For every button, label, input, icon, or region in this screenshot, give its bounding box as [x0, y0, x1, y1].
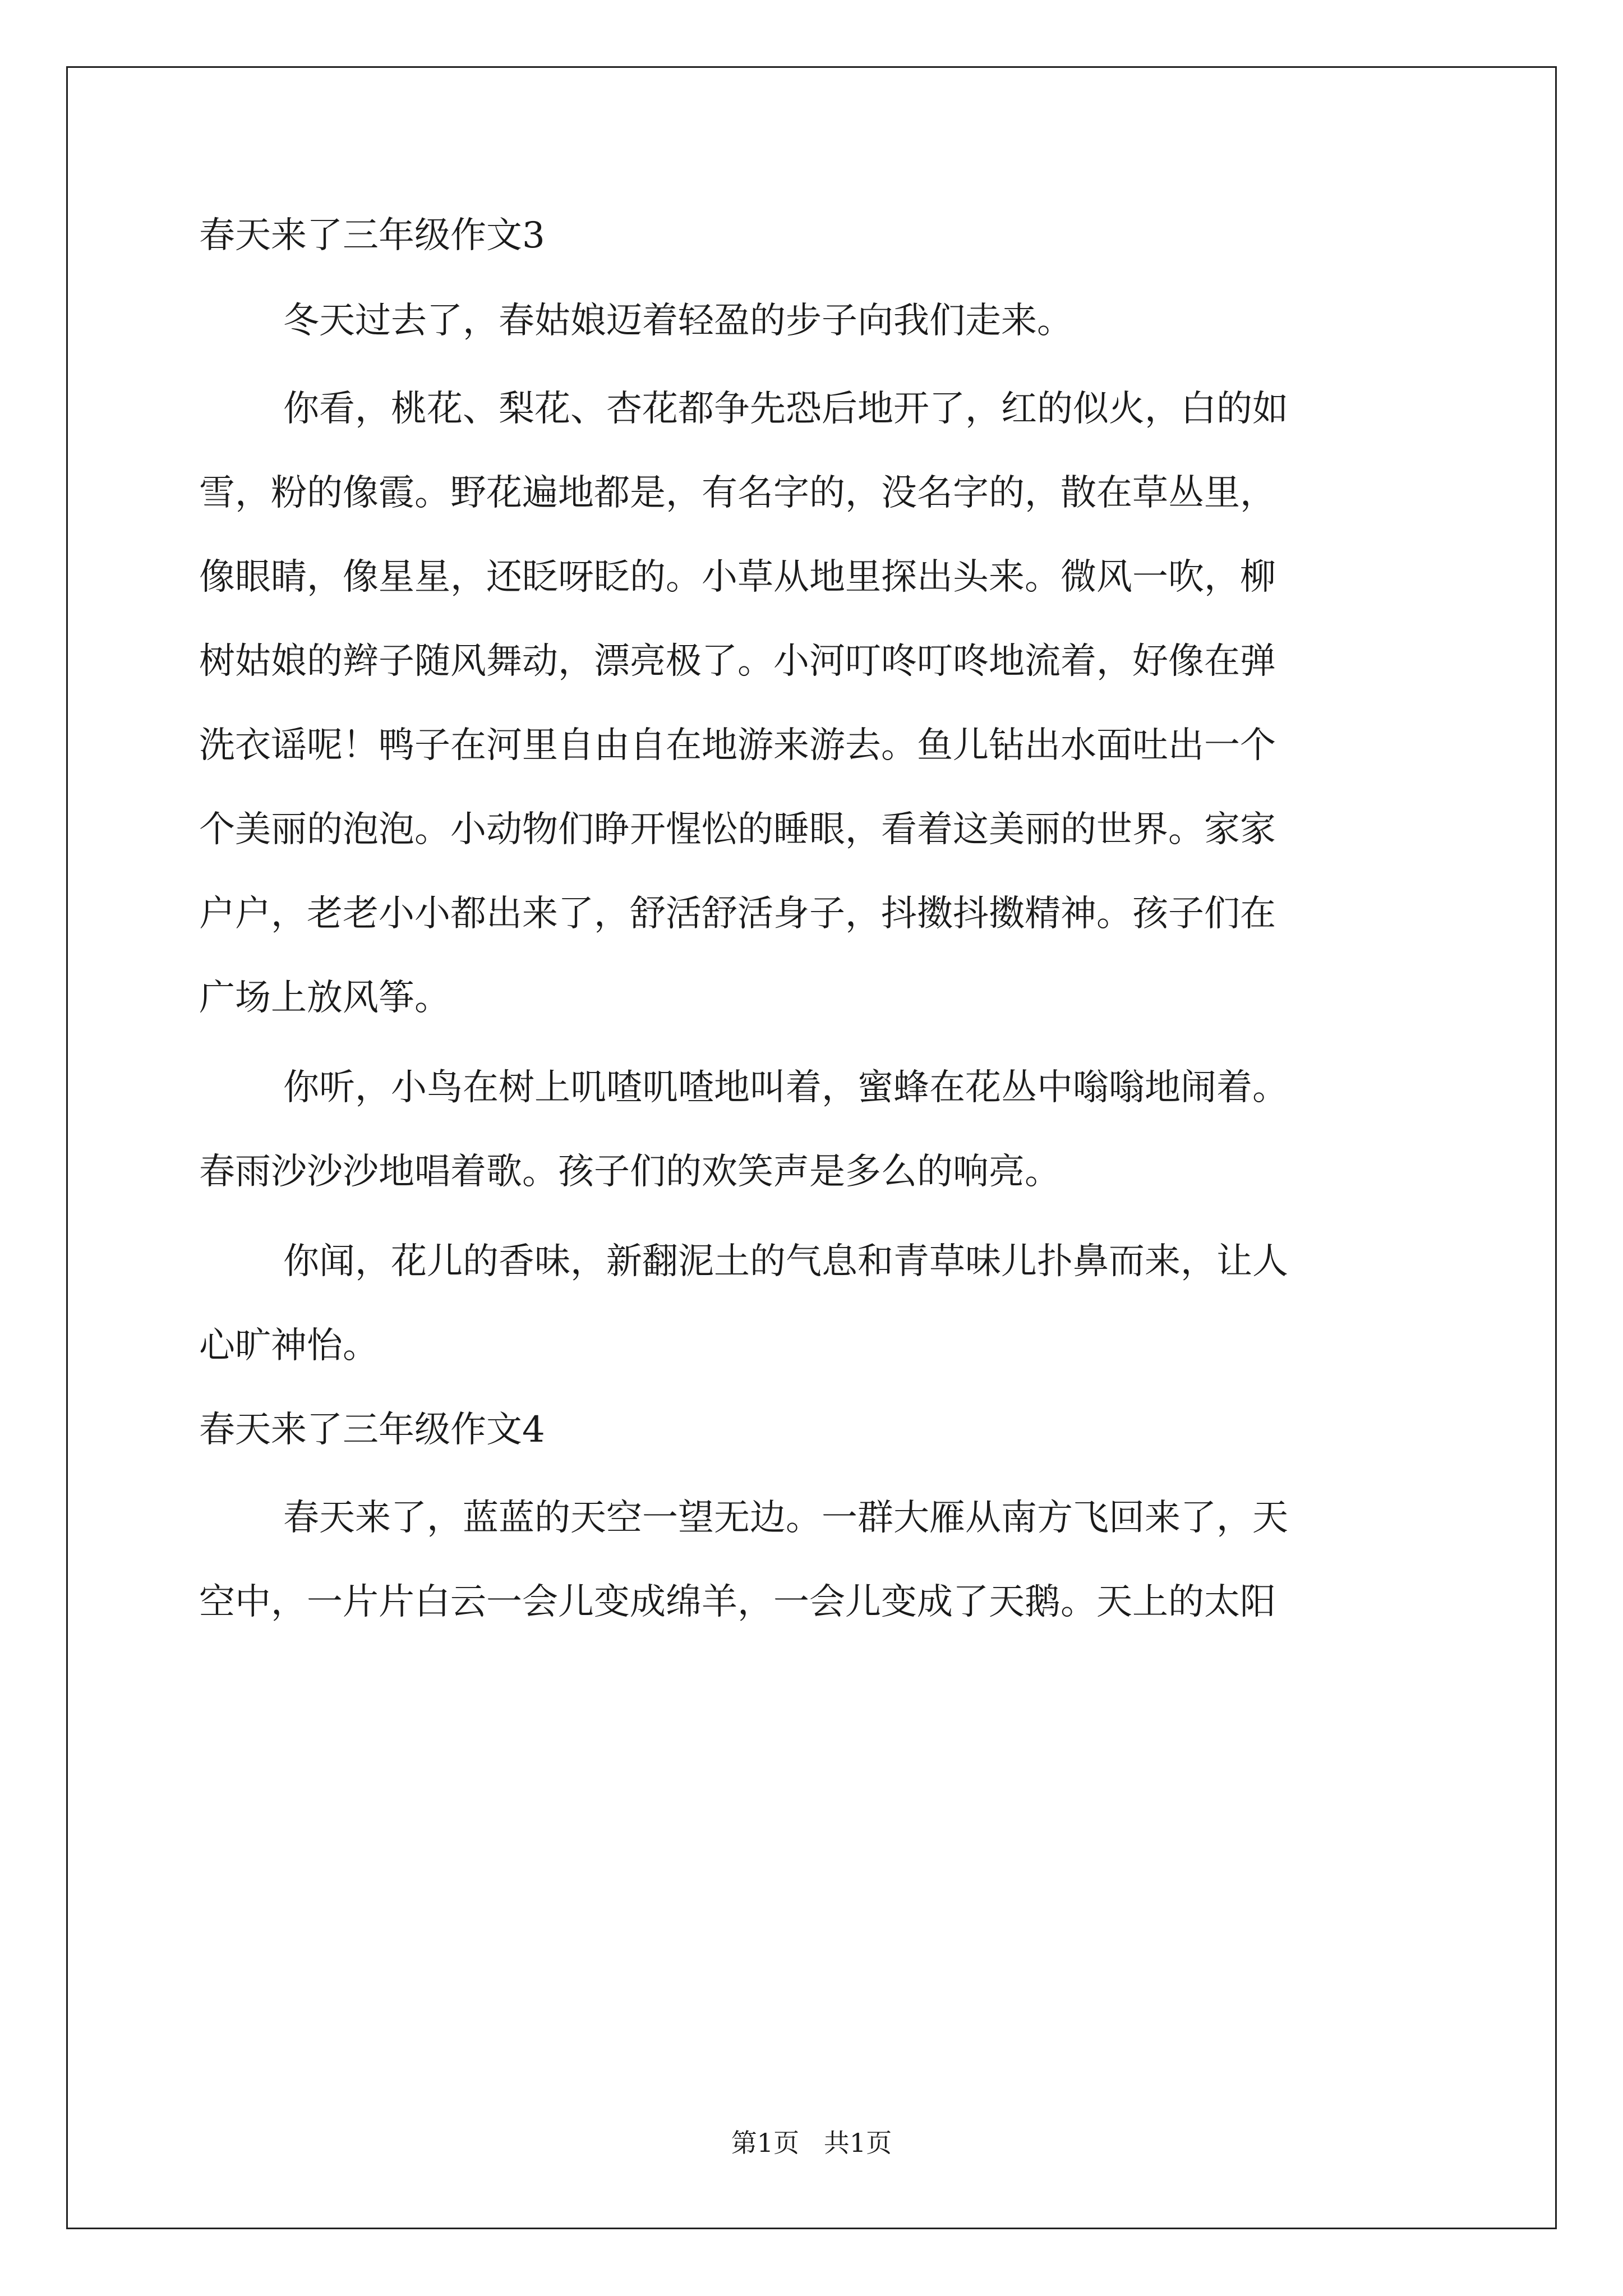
paragraph-line: 春天来了，蓝蓝的天空一望无边。一群大雁从南方飞回来了，天	[283, 1497, 1288, 1539]
paragraph-line: 心旷神怡。	[199, 1325, 379, 1366]
paragraph-line: 洗衣谣呢！鸭子在河里自由自在地游来游去。鱼儿钻出水面吐出一个	[199, 725, 1276, 766]
essay-title-4: 春天来了三年级作文4	[199, 1409, 545, 1451]
paragraph-line: 户户，老老小小都出来了，舒活舒活身子，抖擞抖擞精神。孩子们在	[199, 893, 1276, 935]
paragraph-line: 你闻，花儿的香味，新翻泥土的气息和青草味儿扑鼻而来，让人	[283, 1241, 1288, 1282]
paragraph-line: 冬天过去了，春姑娘迈着轻盈的步子向我们走来。	[283, 300, 1073, 342]
paragraph-line: 树姑娘的辫子随风舞动，漂亮极了。小河叮咚叮咚地流着，好像在弹	[199, 641, 1276, 682]
paragraph-line: 广场上放风筝。	[199, 977, 450, 1019]
essay-title-3: 春天来了三年级作文3	[199, 215, 545, 256]
paragraph-line: 雪，粉的像霞。野花遍地都是，有名字的，没名字的，散在草丛里，	[199, 472, 1276, 514]
page-footer: 第1页 共1页	[731, 2128, 892, 2158]
paragraph-line: 空中，一片片白云一会儿变成绵羊，一会儿变成了天鹅。天上的太阳	[199, 1581, 1276, 1623]
paragraph-line: 你看，桃花、梨花、杏花都争先恐后地开了，红的似火，白的如	[283, 388, 1288, 430]
paragraph-line: 春雨沙沙沙地唱着歌。孩子们的欢笑声是多么的响亮。	[199, 1151, 1061, 1193]
paragraph-line: 你听，小鸟在树上叽喳叽喳地叫着，蜜蜂在花丛中嗡嗡地闹着。	[283, 1067, 1288, 1108]
paragraph-line: 个美丽的泡泡。小动物们睁开惺忪的睡眼，看着这美丽的世界。家家	[199, 809, 1276, 850]
paragraph-line: 像眼睛，像星星，还眨呀眨的。小草从地里探出头来。微风一吹，柳	[199, 556, 1276, 598]
